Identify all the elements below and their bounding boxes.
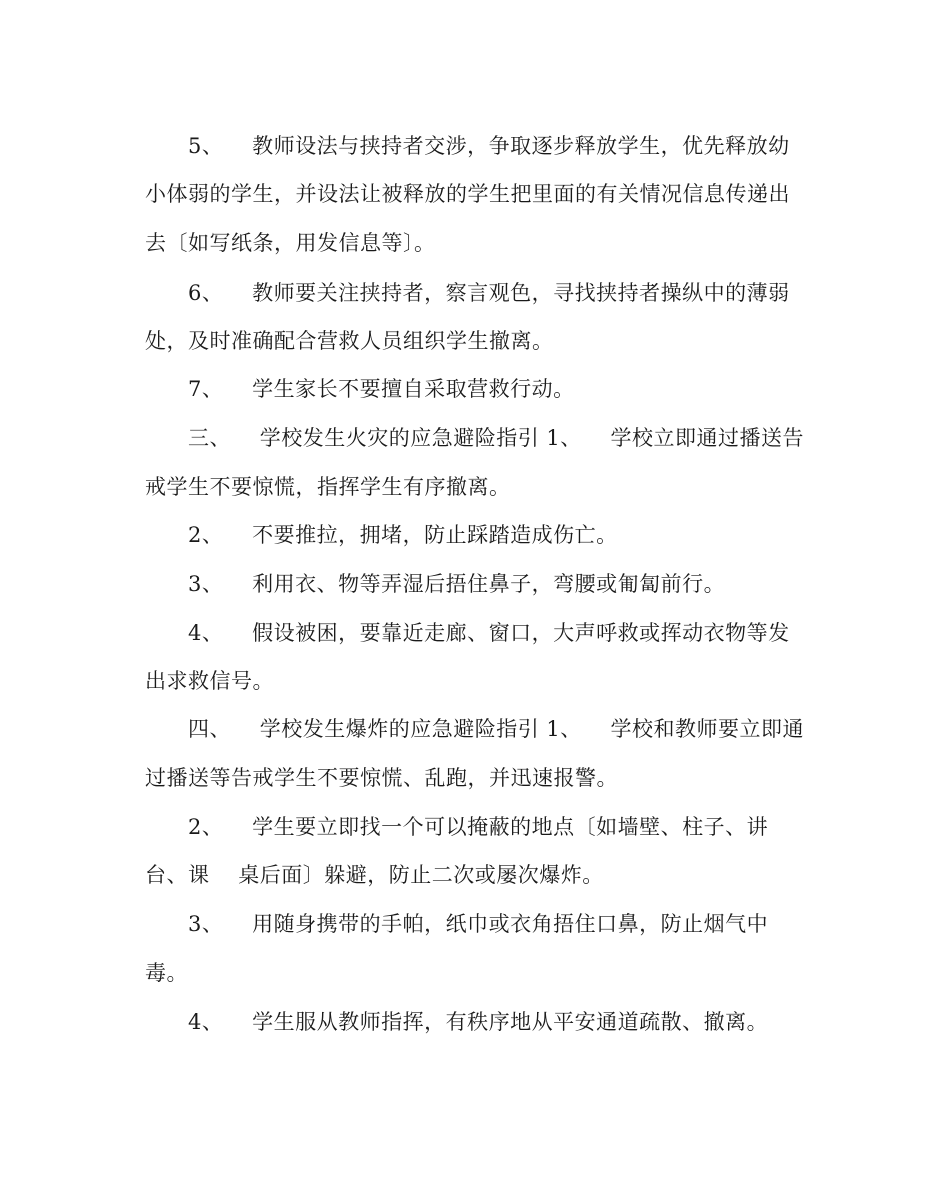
text-line: 过播送等告戒学生不要惊慌、乱跑，并迅速报警。 [145, 766, 618, 790]
text-line: 戒学生不要惊慌，指挥学生有序撤离。 [145, 475, 511, 499]
text-line: 小体弱的学生，并设法让被释放的学生把里面的有关情况信息传递出 [145, 182, 790, 206]
text-line: 处，及时准确配合营救人员组织学生撤离。 [145, 329, 554, 353]
text-line: 3、 用随身携带的手帕，纸巾或衣角捂住口鼻，防止烟气中 [145, 912, 769, 936]
text-line: 6、 教师要关注挟持者，察言观色，寻找挟持者操纵中的薄弱 [145, 281, 790, 305]
text-line: 台、课 桌后面〕躲避，防止二次或屡次爆炸。 [145, 863, 604, 887]
text-line: 5、 教师设法与挟持者交涉，争取逐步释放学生，优先释放幼 [145, 134, 790, 158]
text-line: 四、 学校发生爆炸的应急避险指引 1、 学校和教师要立即通 [145, 717, 804, 741]
text-line: 2、 不要推拉，拥堵，防止踩踏造成伤亡。 [145, 523, 618, 547]
text-line: 4、 假设被困，要靠近走廊、窗口，大声呼救或挥动衣物等发 [145, 621, 790, 645]
text-line: 2、 学生要立即找一个可以掩蔽的地点〔如墙壁、柱子、讲 [145, 815, 769, 839]
text-line: 去〔如写纸条，用发信息等〕。 [145, 231, 436, 255]
text-line: 三、 学校发生火灾的应急避险指引 1、 学校立即通过播送告 [145, 426, 804, 450]
text-line: 毒。 [145, 961, 188, 985]
text-line: 3、 利用衣、物等弄湿后捂住鼻子，弯腰或匍匐前行。 [145, 572, 726, 596]
text-line: 7、 学生家长不要擅自采取营救行动。 [145, 377, 575, 401]
text-line: 出求救信号。 [145, 669, 274, 693]
text-line: 4、 学生服从教师指挥，有秩序地从平安通道疏散、撤离。 [145, 1010, 769, 1034]
